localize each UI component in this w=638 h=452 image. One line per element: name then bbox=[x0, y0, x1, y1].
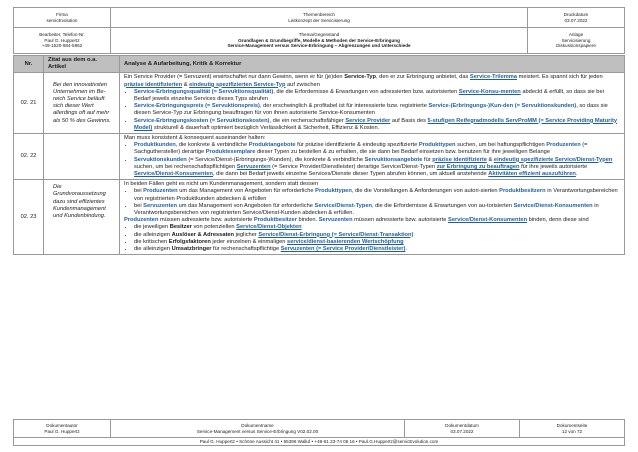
list-item: • Service-Erbringungspreis (= Servuktionspreis), der erschwinglich & profitabel ist für interessierte bzw. registrierte Service-(Erbringungs-)Kun-den (= Servuktionskunden), so dass sie diesen Service-Typ zur Erbringung beauftragen für von ihnen autorisierte Service-Konsumenten bbox=[134, 103, 620, 117]
paragraph: In beiden Fällen geht es nicht um Kundenmanagement, sondern statt dessen bbox=[124, 181, 319, 188]
anlage-label: Anlage bbox=[568, 32, 584, 38]
firma-label: Firma bbox=[56, 11, 68, 17]
anlage-cell bbox=[528, 28, 625, 54]
themenbereich-label: Themenbereich bbox=[303, 11, 335, 17]
list-item: • Servuktionskunden (= Service/Dienst-(Erbringungs-)Kunden), die konkrete & verbindliche Servuktionsangebote für präzise identifizierte & eindeutig spezifizierte Service/Dienst-Typen suchen, um bei rechenschaftspflichtigen Servuzenten (= Service Provider/Dienstleister) derartige Service/Dienst-Typen zur Erbringung zu beauftragen für ihre jeweils autorisierte Service/Dienst-Konsumenten, die dann bei Bedarf jeweils einzelne Services/Dienste dieser Typen abrufen können, um aktuell anstehende Aktivitäten effizient auszuführen. bbox=[134, 157, 620, 179]
autor-value: Paul G. Huppertz bbox=[44, 428, 80, 434]
table-row bbox=[14, 180, 625, 255]
thema-line1: Grundlagen & Grundbegriffe, Modelle & Methoden der Service-Erbringung bbox=[238, 37, 400, 43]
paragraph: Ein Service Provider (= Servuzent) erwirtschaftet nur dann Gewinn, wenn er für (je)den Service-Typ, den er zur Erbringung anbietet, das Service-Trilemma meistert. Es spannt sich für jeden präzise identifizierten & eindeutig spezifizierten Service-Typ auf zwischen bbox=[124, 74, 603, 88]
paragraph: Produzenten müssen adressierte bzw. autorisierte Produktbesitzer binden. Servuzenten müssen adressierte bzw. autorisierte Service/Dienst-Konsumenten binden, denn diese sind bbox=[124, 217, 589, 224]
col-zitat-header: Zitat aus dem o.a. Artikel bbox=[44, 56, 120, 73]
druckdatum-value: 03.07.2022 bbox=[564, 17, 588, 23]
table-row bbox=[14, 134, 625, 180]
bearbeiter-tel: +49-1520-984-5962 bbox=[41, 43, 83, 49]
datum-label: Dokumentdatum bbox=[445, 422, 479, 428]
druckdatum-label: Druckdatum bbox=[563, 11, 589, 17]
row-analyse bbox=[120, 73, 625, 134]
table-header-row bbox=[14, 56, 625, 73]
name-cell bbox=[111, 420, 405, 438]
table-row bbox=[14, 73, 625, 134]
thema-label: Thema/Gegenstand bbox=[298, 32, 340, 38]
list-item: • Service-Erbringungsqualität (= Servuktionsqualität), die die Erfordernisse & Erwartungen von adressierten bzw. autorisierten Service-Konsu-menten abdeckt & erfüllt, so dass sie bei Bedarf jeweils einzelne Services dieses Typs abrufen bbox=[134, 89, 620, 103]
themenbereich-cell bbox=[111, 8, 528, 28]
row-nr: 02. 23 bbox=[14, 180, 44, 255]
druckdatum-cell bbox=[528, 8, 625, 28]
list-item: • die kritischen Erfolgsfaktoren jeder einzelnen & einmaligen service/dienst-basierenden Wertschöpfung bbox=[134, 239, 620, 246]
name-value: Service-Management versus Service-Erbringung V02.02.00 bbox=[196, 428, 319, 434]
list-item: • Service-Erbringungskosten (= Servuktionskosten), die ein rechenschaftsfähiger Service Provider auf Basis des 5-stufigen Reifegradmodells ServProMM (= Service Providing Maturity Model) strukturell & dauerhaft optimiert bezüglich Verlässlichkeit & Sicherheit, Effizienz & Kosten. bbox=[134, 118, 620, 132]
row-nr: 02. 21 bbox=[14, 73, 44, 134]
list-item: • die jeweiligen Besitzer von potenziellen Service/Dienst-Objekten bbox=[134, 224, 620, 231]
anlage-value1: Servicisierung bbox=[561, 37, 591, 43]
bearbeiter-label: Bearbeiter, Telefon-Nr. bbox=[39, 32, 85, 38]
row-zitat bbox=[44, 134, 120, 180]
analysis-table bbox=[13, 55, 625, 255]
paragraph: Man muss konsistent & konsequent auseinander halten: bbox=[124, 135, 266, 142]
document-header bbox=[13, 7, 625, 54]
firma-cell bbox=[14, 8, 111, 28]
themenbereich-value: Leitkonzept der Servicisierung bbox=[288, 17, 350, 23]
document-footer bbox=[13, 419, 625, 446]
list-item: • Produktkunden, die konkrete & verbindliche Produktangebote für präzise identifizierte & eindeutig spezifizierte Produkttypen suchen, um bei haftungspflichtigen Produzenten (= Sachguthersteller) derartige Produktexemplare dieser Typen zu bestellen & zu erhalten, die sie dann bei Bedarf einsetzen bzw. benutzen für ihre jeweiligen Belange bbox=[134, 142, 620, 156]
seite-value: 12 von 72 bbox=[561, 428, 583, 434]
firma-value: servicEvolution bbox=[46, 17, 78, 23]
list-item: • bei Produzenten um das Management von Angeboten für erforderliche Produkttypen, die die Vorstellungen & Anforderungen von autori-sierten Produktbesitzern in Verantwortungsbereichen von registrierten Produktkunden abdecken & erfüllen bbox=[134, 188, 620, 202]
footer-address: Paul G. Huppertz • Schöne Aussicht 41 • 65396 Walluf • +49-61 23-74 06 16 • Paul.G.Huppertz@servicEvolution.com bbox=[14, 438, 625, 446]
list-item: • bei Servuzenten um das Management von Angeboten für erforderliche Service/Dienst-Typen, die die Erfordernisse & Erwartungen von au-torisierten Service/Dienst-Konsumenten in Verantwortungsbereichen von registrierten Service/Dienst-Kunden abdecken & erfüllen. bbox=[134, 203, 620, 217]
row-nr: 02. 22 bbox=[14, 134, 44, 180]
col-nr-header: Nr. bbox=[14, 56, 44, 73]
thema-cell bbox=[111, 28, 528, 54]
anlage-value2: Diskussionspapiere bbox=[556, 43, 596, 49]
bearbeiter-cell bbox=[14, 28, 111, 54]
list-item: • die alleinzigen Auslöser & Adressaten jeglicher Service/Dienst-Erbringung (= Service/Dienst-Transaktion) bbox=[134, 232, 620, 239]
seite-label: Dokumentseite bbox=[556, 422, 588, 428]
thema-line2: Service-Management versus Service-Erbringung – Abgrenzungen und Unterschiede bbox=[227, 43, 411, 49]
bearbeiter-name: Paul G. Huppertz bbox=[44, 37, 80, 43]
autor-cell bbox=[14, 420, 111, 438]
datum-cell bbox=[405, 420, 520, 438]
row-analyse bbox=[120, 180, 625, 255]
name-label: Dokumentname bbox=[241, 422, 274, 428]
datum-value: 03.07.2022 bbox=[450, 428, 474, 434]
row-zitat: Die Grundvoraussetzung dazu sind effizientes Kundenmanagement und Kundenbindung. bbox=[44, 180, 120, 255]
list-item: • die alleinzigen Umsatzbringer für rechenschaftspflichtige Servuzenten (= Service Provider/Dienstleister). bbox=[134, 246, 620, 253]
autor-label: Dokumentautor bbox=[46, 422, 78, 428]
col-analyse-header: Analyse & Aufarbeitung, Kritik & Korrektur bbox=[120, 56, 625, 73]
seite-cell bbox=[520, 420, 625, 438]
row-analyse bbox=[120, 134, 625, 180]
row-zitat: Bei den innovativsten Unternehmen im Be-reich Service beläuft sich dieser Wert allerdings oft auf mehr als 50 % des Gewinns. bbox=[44, 73, 120, 134]
